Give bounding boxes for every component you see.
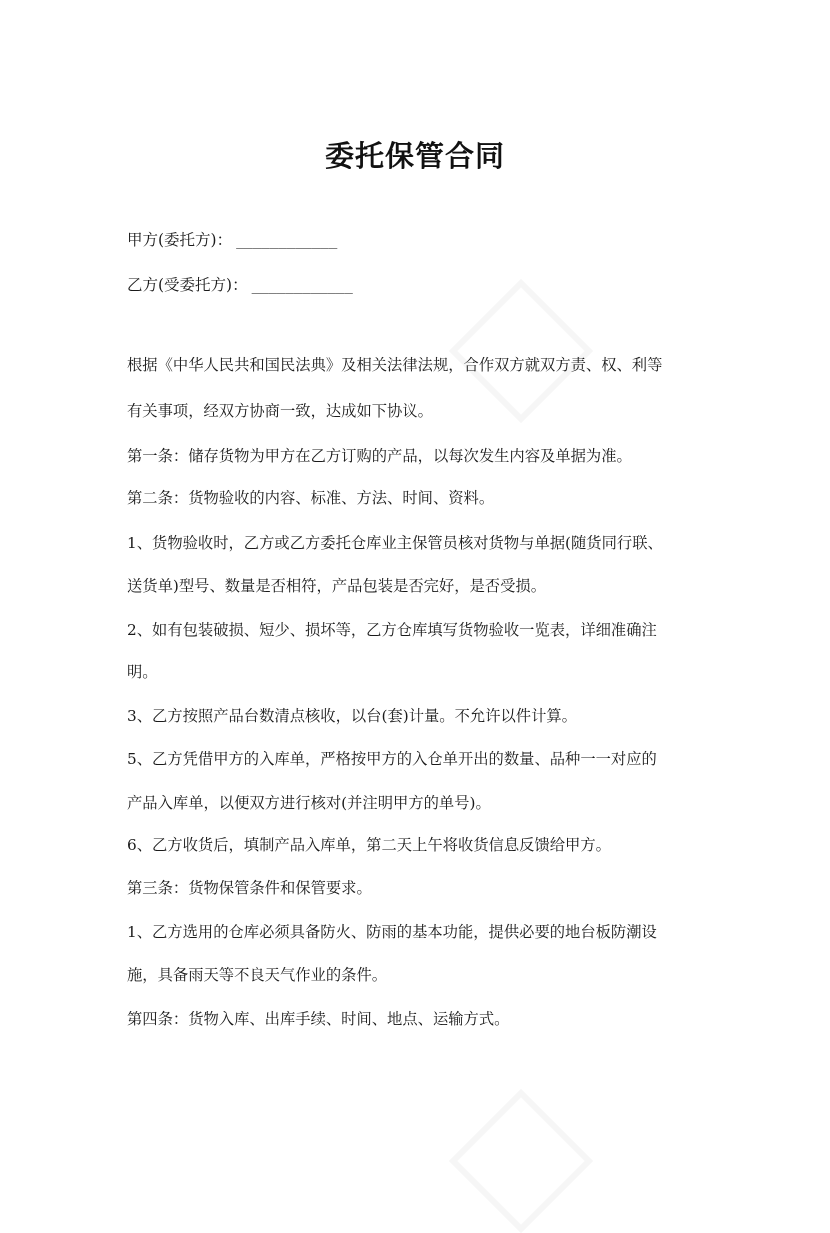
party-b-blank: ____________ — [251, 278, 353, 294]
party-a-blank: ____________ — [236, 233, 338, 249]
body-line: 产品入库单，以便双方进行核对(并注明甲方的单号)。 — [127, 794, 491, 812]
body-line: 1、乙方选用的仓库必须具备防火、防雨的基本功能，提供必要的地台板防潮设 — [127, 923, 657, 941]
body-line: 送货单)型号、数量是否相符，产品包装是否完好，是否受损。 — [127, 577, 546, 595]
party-b-line — [127, 273, 353, 295]
body-line: 第四条：货物入库、出库手续、时间、地点、运输方式。 — [127, 1010, 510, 1028]
party-a-label: 甲方(委托方)： — [127, 231, 233, 249]
body-line: 6、乙方收货后，填制产品入库单，第二天上午将收货信息反馈给甲方。 — [127, 836, 611, 854]
body-line: 第三条：货物保管条件和保管要求。 — [127, 879, 372, 897]
body-line: 施，具备雨天等不良天气作业的条件。 — [127, 966, 388, 984]
page-title: 委托保管合同 — [324, 139, 505, 173]
body-line: 明。 — [127, 663, 158, 681]
party-a-line — [127, 228, 337, 250]
body-line: 第二条：货物验收的内容、标准、方法、时间、资料。 — [127, 489, 495, 507]
body-line: 第一条：储存货物为甲方在乙方订购的产品，以每次发生内容及单据为准。 — [127, 447, 632, 465]
party-b-label: 乙方(受委托方)： — [127, 276, 248, 294]
body-line: 1、货物验收时，乙方或乙方委托仓库业主保管员核对货物与单据(随货同行联、 — [127, 534, 663, 552]
body-line: 3、乙方按照产品台数清点核收，以台(套)计量。不允许以件计算。 — [127, 707, 577, 725]
body-line: 有关事项，经双方协商一致，达成如下协议。 — [127, 402, 433, 420]
body-line: 根据《中华人民共和国民法典》及相关法律法规，合作双方就双方责、权、利等 — [127, 356, 663, 374]
watermark-shape — [449, 1089, 593, 1233]
body-line: 2、如有包装破损、短少、损坏等，乙方仓库填写货物验收一览表，详细准确注 — [127, 621, 657, 639]
body-line: 5、乙方凭借甲方的入库单，严格按甲方的入仓单开出的数量、品种一一对应的 — [127, 750, 657, 768]
